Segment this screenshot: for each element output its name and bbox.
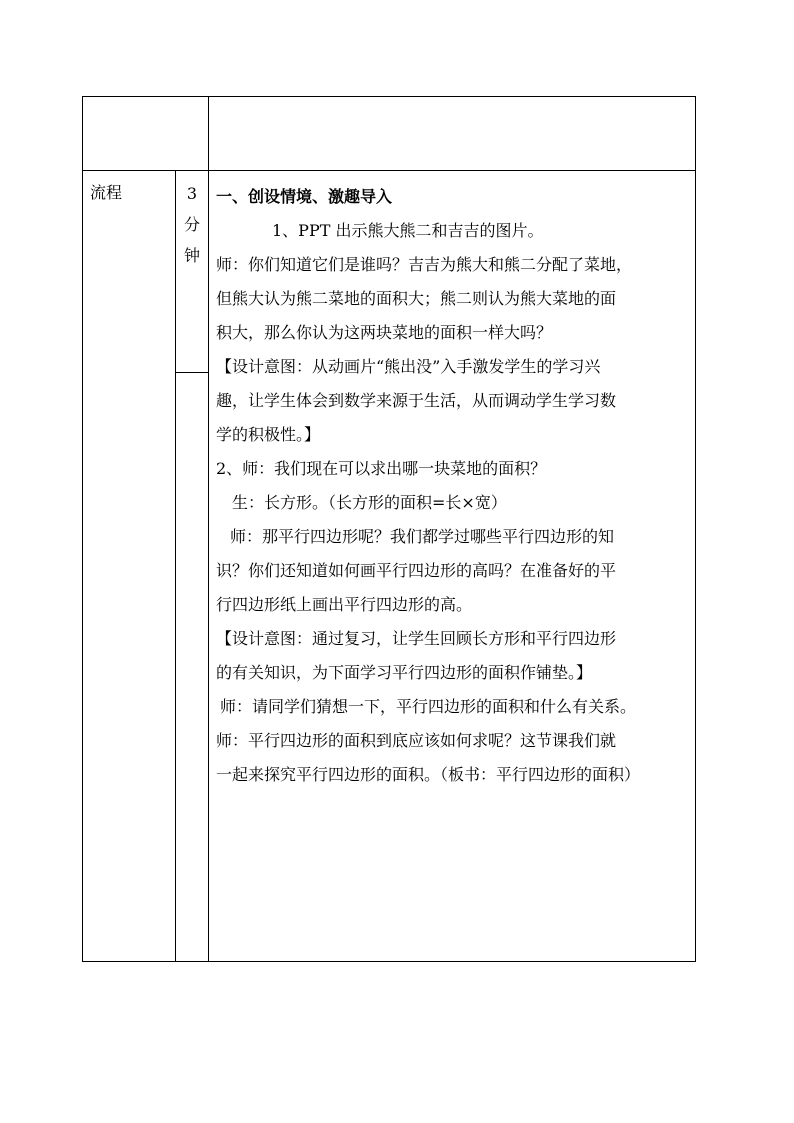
duration-unit-2: 钟 (183, 246, 200, 265)
lesson-content (216, 180, 692, 792)
design-intent-line: 学的积极性。】 (216, 425, 321, 444)
design-intent-line: 趣，让学生体会到数学来源于生活，从而调动学生学习数 (216, 391, 617, 410)
duration-cell-divider (175, 372, 208, 373)
row-label: 流程 (90, 183, 123, 202)
content-line: 行四边形纸上画出平行四边形的高。 (216, 595, 473, 614)
content-line: 生：长方形。（长方形的面积=长×宽） (232, 493, 507, 512)
column-divider-1 (175, 170, 176, 962)
content-line: 2、师：我们现在可以求出哪一块菜地的面积？ (216, 459, 547, 478)
design-intent-line: 【设计意图：通过复习，让学生回顾长方形和平行四边形 (216, 629, 617, 648)
content-line: 师：请同学们猜想一下，平行四边形的面积和什么有关系。 (220, 697, 637, 716)
content-line: 但熊大认为熊二菜地的面积大；熊二则认为熊大菜地的面 (216, 289, 617, 308)
duration-number: 3 (186, 184, 198, 203)
design-intent-line: 【设计意图：从动画片“熊出没”入手激发学生的学习兴 (216, 357, 601, 376)
content-line: 1、PPT 出示熊大熊二和吉吉的图片。 (272, 221, 544, 240)
content-line: 师：平行四边形的面积到底应该如何求呢？这节课我们就 (216, 731, 617, 750)
duration-unit-1: 分 (183, 215, 200, 234)
row-divider (82, 170, 696, 171)
content-line: 一起来探究平行四边形的面积。（板书：平行四边形的面积） (216, 765, 641, 784)
content-line: 积大，那么你认为这两块菜地的面积一样大吗？ (216, 323, 553, 342)
duration-cell (176, 178, 208, 271)
content-line: 师：你们知道它们是谁吗？吉吉为熊大和熊二分配了菜地， (216, 255, 633, 274)
section-heading: 一、创设情境、激趣导入 (216, 187, 393, 206)
content-line: 识？你们还知道如何画平行四边形的高吗？在准备好的平 (216, 561, 617, 580)
content-line: 师：那平行四边形呢？我们都学过哪些平行四边形的知 (230, 527, 615, 546)
design-intent-line: 的有关知识，为下面学习平行四边形的面积作铺垫。】 (216, 663, 593, 682)
column-divider-2 (208, 96, 209, 962)
